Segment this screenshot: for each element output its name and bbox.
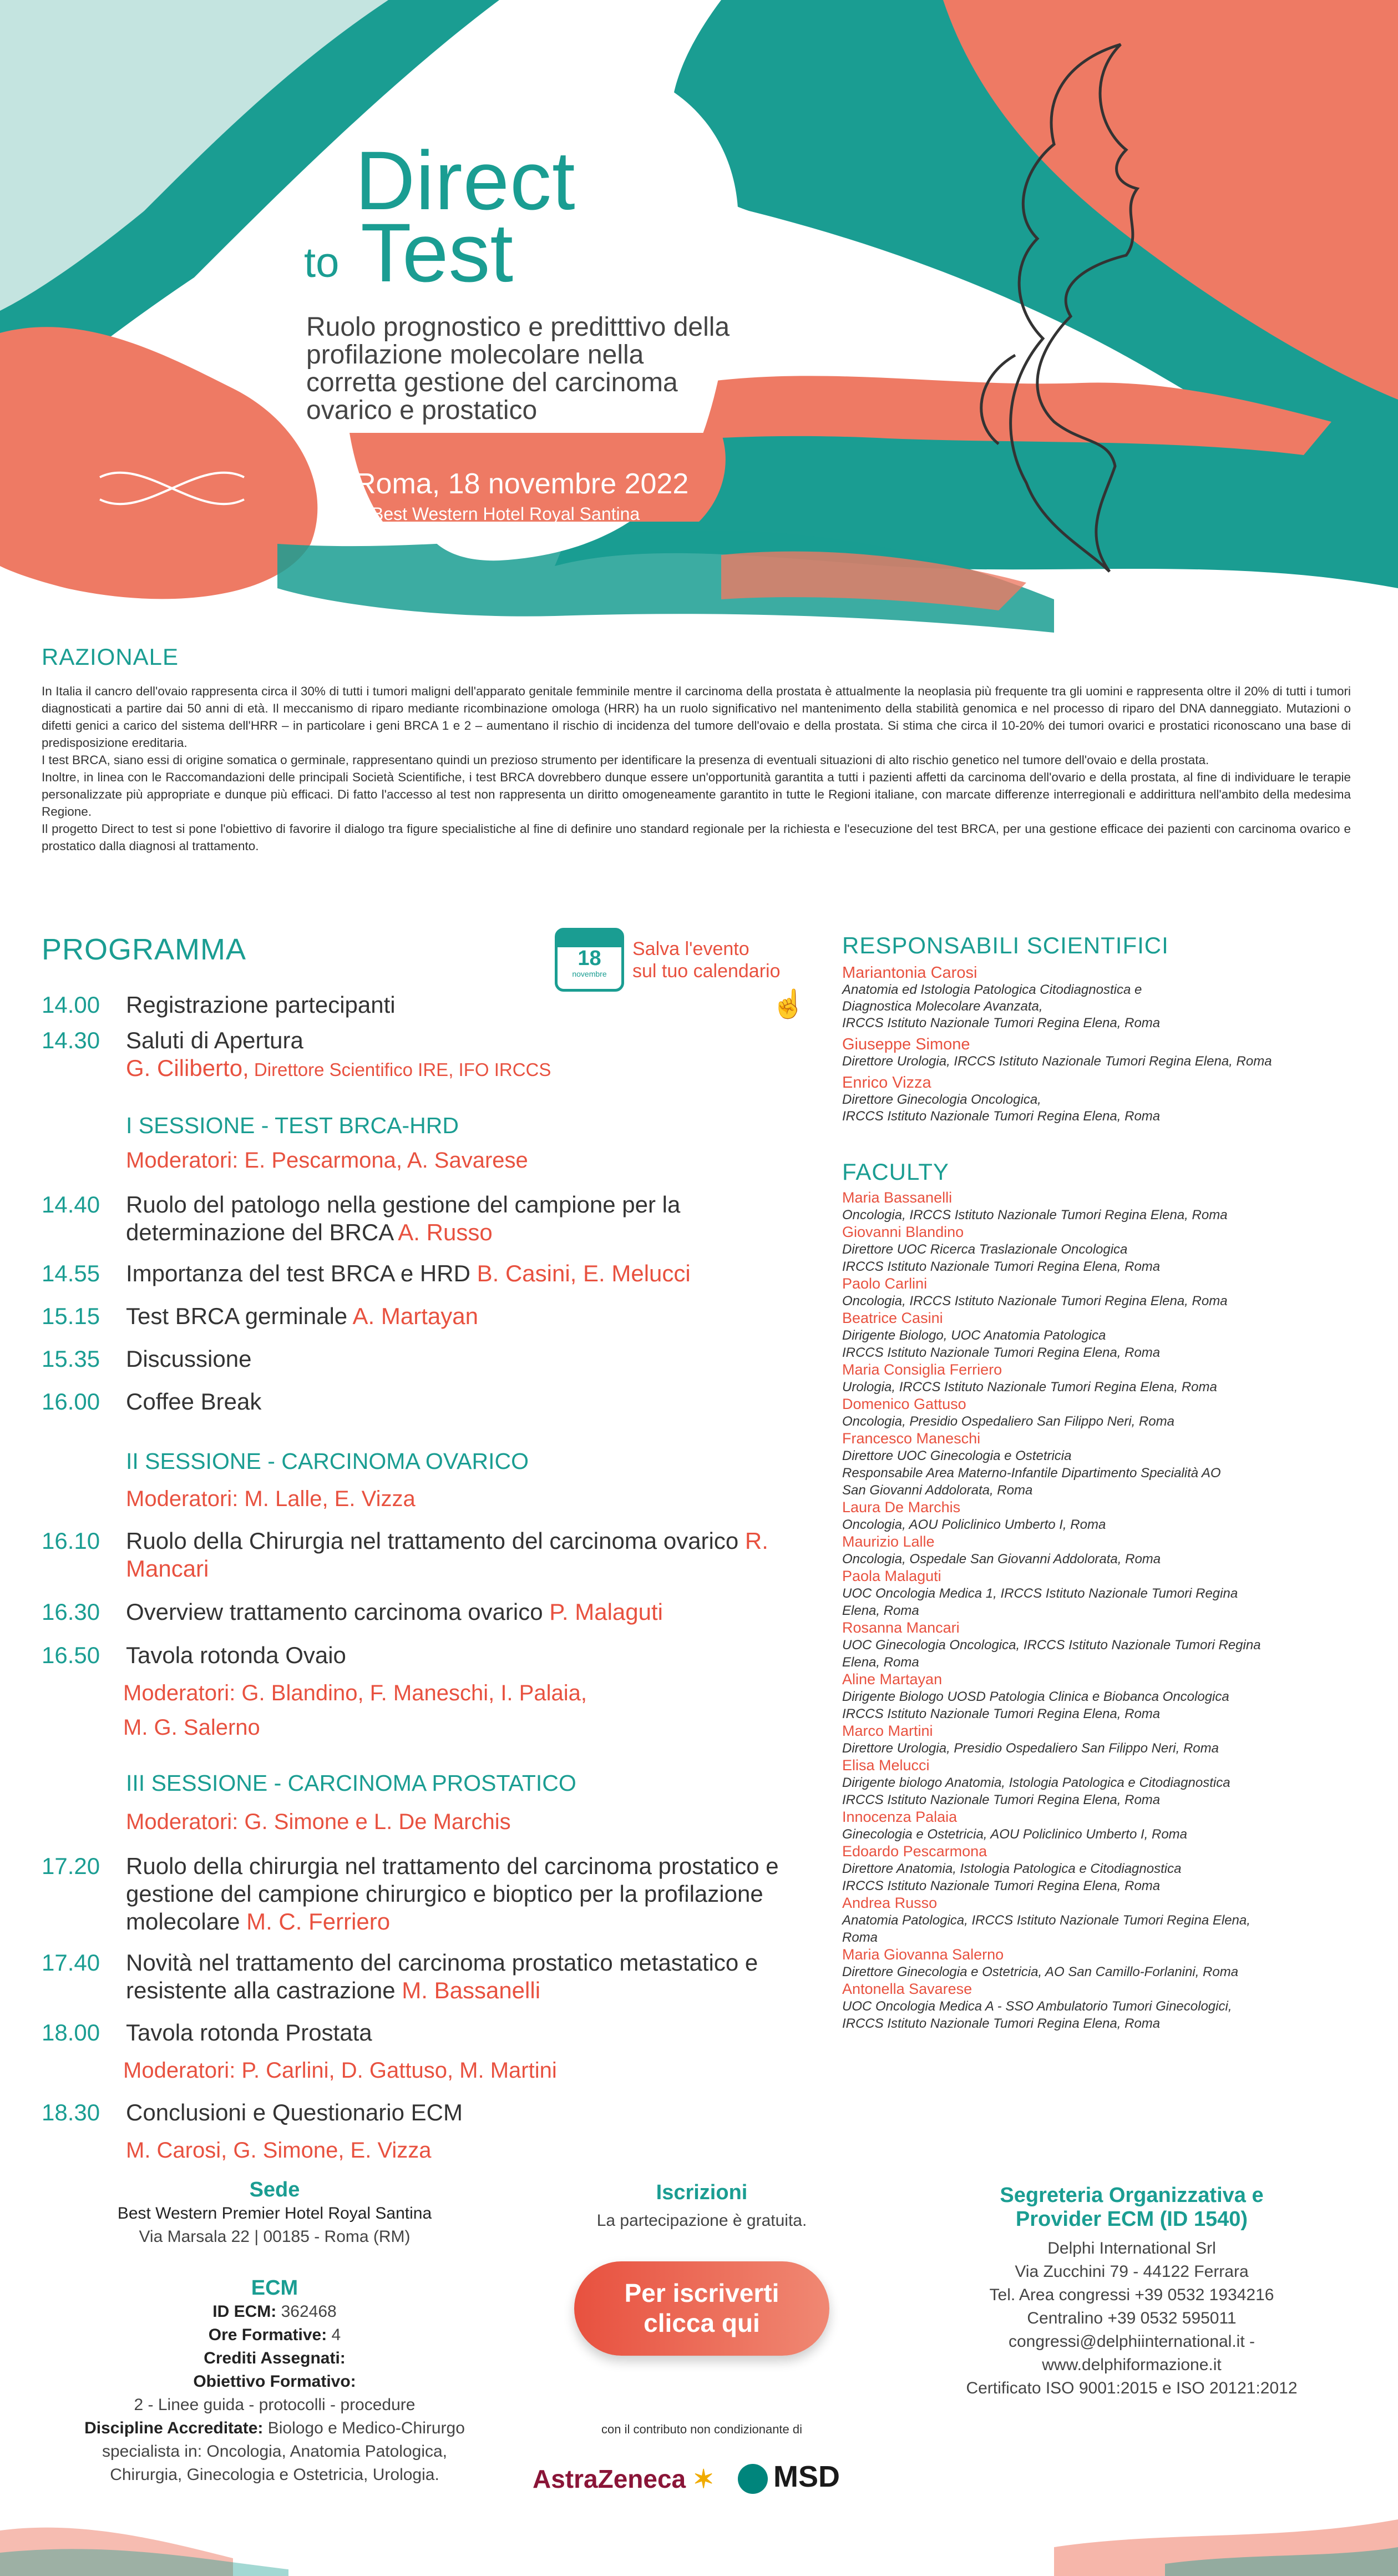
responsabili-list: [842, 964, 1375, 1125]
list-item: Rosanna Mancari UOC Ginecologia Oncologica, IRCCS Istituto Nazionale Tumori Regina Elena, Roma: [842, 1619, 1261, 1670]
msd-logo: MSD: [738, 2459, 840, 2494]
segreteria-block: Segreteria Organizzativa e Provider ECM (ID 1540) Delphi International Srl Via Zucchini 79 - 44122 Ferrara Tel. Area congressi +39 0532 1934216 Centralino +39 0532 595011 congressi@delphiinternational.it - www.delphiformazione.it Certificato ISO 9001:2015 e ISO 20121:2012: [893, 2184, 1370, 2400]
list-item: Marco Martini Direttore Urologia, Presidio Ospedaliero San Filippo Neri, Roma: [842, 1723, 1219, 1756]
list-item: Mariantonia Carosi Anatomia ed Istologia Patologica Citodiagnostica e Diagnostica Molecolare Avanzata, IRCCS Istituto Nazionale Tumori Regina Elena, Roma: [842, 964, 1161, 1031]
list-item: Domenico Gattuso Oncologia, Presidio Ospedaliero San Filippo Neri, Roma: [842, 1396, 1174, 1429]
list-item: Antonella Savarese UOC Oncologia Medica A - SSO Ambulatorio Tumori Ginecologici, IRCCS Istituto Nazionale Tumori Regina Elena, Roma: [842, 1981, 1232, 2031]
session-moderators: Moderatori: E. Pescarmona, A. Savarese: [126, 1148, 528, 1173]
calendar-text[interactable]: Salva l'evento sul tuo calendario: [632, 938, 781, 982]
footer-artwork: [0, 2497, 1398, 2576]
list-item: Maurizio Lalle Oncologia, Ospedale San Giovanni Addolorata, Roma: [842, 1533, 1161, 1567]
sponsor-note: con il contributo non condizionante di: [601, 2422, 803, 2436]
iscrizioni-heading: Iscrizioni: [656, 2181, 748, 2204]
session-title: I SESSIONE - TEST BRCA-HRD: [126, 1113, 459, 1138]
session-moderators: Moderatori: G. Simone e L. De Marchis: [126, 1810, 511, 1834]
razionale-heading: RAZIONALE: [42, 644, 179, 670]
faculty-list: [842, 1189, 1375, 2032]
list-item: Maria Bassanelli Oncologia, IRCCS Istituto Nazionale Tumori Regina Elena, Roma: [842, 1189, 1228, 1223]
title-to: to: [304, 239, 340, 286]
responsabili-heading: RESPONSABILI SCIENTIFICI: [842, 932, 1169, 958]
list-item: Francesco Maneschi Direttore UOC Ginecologia e Ostetricia Responsabile Area Materno-Infantile Dipartimento Specialità AO San Giovanni Addolorata, Roma: [842, 1430, 1221, 1498]
email-link[interactable]: congressi@delphiinternational.it -: [1008, 2332, 1255, 2351]
website-link[interactable]: www.delphiformazione.it: [1042, 2356, 1222, 2374]
ecm-block: ECM ID ECM: 362468 Ore Formative: 4 Crediti Assegnati: Obiettivo Formativo: 2 - Linee guida - protocolli - procedure Discipline Accreditate: Biologo e Medico-Chirurgo specialista in: Oncologia, Anatomia Patologica, Chirurgia, Ginecologia e Ostetricia, Urologia.: [42, 2276, 508, 2487]
faculty-heading: FACULTY: [842, 1159, 949, 1185]
register-button[interactable]: Per iscriverti clicca qui: [574, 2261, 829, 2356]
segreteria-heading: Segreteria Organizzativa e: [1000, 2184, 1264, 2207]
list-item: Giovanni Blandino Direttore UOC Ricerca Traslazionale Oncologica IRCCS Istituto Nazionale Tumori Regina Elena, Roma: [842, 1224, 1161, 1274]
closing-speakers: M. Carosi, G. Simone, E. Vizza: [126, 2138, 432, 2163]
list-item: Edoardo Pescarmona Direttore Anatomia, Istologia Patologica e Citodiagnostica IRCCS Istituto Nazionale Tumori Regina Elena, Roma: [842, 1843, 1182, 1893]
list-item: Maria Consiglia Ferriero Urologia, IRCCS Istituto Nazionale Tumori Regina Elena, Roma: [842, 1361, 1217, 1395]
list-item: Laura De Marchis Oncologia, AOU Policlinico Umberto I, Roma: [842, 1499, 1106, 1532]
iscrizioni-block: Iscrizioni La partecipazione è gratuita.: [533, 2181, 871, 2232]
pointer-hand-icon: ☝: [771, 988, 806, 1019]
razionale-text: In Italia il cancro dell'ovaio rappresenta circa il 30% di tutti i tumori maligni dell'apparato genitale femminile mentre il carcinoma della prostata è attualmente la neoplasia più frequente tra gli uomini e rappresenta oltre il 20% di tutti i tumori diagnosticati a partire dai 50 anni di età. Il meccanismo di riparo mediante ricombinazione omologa (HRR) ha un ruolo significativo nel mantenimento della stabilità genomica e nel processo di riparo del DNA danneggiato. Mutazioni o difetti genici a carico del sistema dell'HRR – in particolare i geni BRCA 1 e 2 – aumentano il rischio di incidenza del tumore dell'ovaio e della prostata. Si stima che circa il 10-20% dei tumori ovarici e prostatici riconoscano una base di predisposizione ereditaria. I test BRCA, siano essi di origine somatica o germinale, rappresentano quindi un prezioso strumento per identificare la presenza di eventuali situazioni di alto rischio genetico nel tumore dell'ovaio e della prostata. Inoltre, in linea con le Raccomandazioni delle principali Società Scientifiche, i test BRCA dovrebbero dunque essere un'opportunità garantita a tutti i pazienti affetti da carcinoma dell'ovario e della prostata, al fine di individuare le terapie personalizzate più appropriate e dunque più efficaci. Di fatto l'accesso al test non rappresenta un diritto omogeneamente garantito in tutte le Regioni italiane, con marcate differenze interregionali e addirittura nell'ambito della medesima Regione. Il progetto Direct to test si pone l'obiettivo di favorire il dialogo tra figure specialistiche al fine di definire uno standard regionale per la richiesta e l'esecuzione del test BRCA, per una gestione efficace dei pazienti con carcinoma ovarico e prostatico dalla diagnosi al trattamento.: [42, 684, 1351, 853]
title-test: Test: [361, 206, 514, 299]
astrazeneca-logo: AstraZeneca ✶: [533, 2464, 715, 2493]
subtitle: Ruolo prognostico e preditttivo della profilazione molecolare nella corretta gestione del carcinoma ovarico e prostatico: [306, 312, 730, 425]
list-item: Maria Giovanna Salerno Direttore Ginecologia e Ostetricia, AO San Camillo-Forlanini, Roma: [842, 1946, 1239, 1979]
roundtable-moderators: Moderatori: P. Carlini, D. Gattuso, M. Martini: [123, 2058, 557, 2083]
list-item: Enrico Vizza Direttore Ginecologia Oncologica, IRCCS Istituto Nazionale Tumori Regina Elena, Roma: [842, 1074, 1161, 1124]
event-venue: Best Western Hotel Royal Santina: [372, 504, 640, 524]
list-item: Innocenza Palaia Ginecologia e Ostetricia, AOU Policlinico Umberto I, Roma: [842, 1809, 1188, 1842]
list-item: Aline Martayan Dirigente Biologo UOSD Patologia Clinica e Biobanca Oncologica IRCCS Istituto Nazionale Tumori Regina Elena, Roma: [842, 1671, 1229, 1721]
list-item: Giuseppe Simone Direttore Urologia, IRCCS Istituto Nazionale Tumori Regina Elena, Roma: [842, 1036, 1272, 1069]
list-item: Paolo Carlini Oncologia, IRCCS Istituto Nazionale Tumori Regina Elena, Roma: [842, 1275, 1228, 1309]
session-title: III SESSIONE - CARCINOMA PROSTATICO: [126, 1770, 576, 1796]
list-item: Andrea Russo Anatomia Patologica, IRCCS Istituto Nazionale Tumori Regina Elena, Roma: [842, 1895, 1250, 1945]
programma-heading: PROGRAMMA: [42, 933, 247, 966]
list-item: Paola Malaguti UOC Oncologia Medica 1, IRCCS Istituto Nazionale Tumori Regina Elena, Roma: [842, 1568, 1238, 1618]
calendar-icon[interactable]: 18 novembre: [555, 928, 624, 992]
session-moderators: Moderatori: M. Lalle, E. Vizza: [126, 1487, 416, 1511]
title-direct: Direct: [355, 134, 576, 227]
list-item: Elisa Melucci Dirigente biologo Anatomia, Istologia Patologica e Citodiagnostica IRCCS Istituto Nazionale Tumori Regina Elena, Roma: [842, 1757, 1230, 1807]
ecm-heading: ECM: [251, 2276, 298, 2300]
roundtable-moderators: Moderatori: G. Blandino, F. Maneschi, I. Palaia, M. G. Salerno: [123, 1681, 587, 1740]
event-date: Roma, 18 novembre 2022: [355, 468, 689, 500]
sede-heading: Sede: [249, 2178, 300, 2201]
list-item: Beatrice Casini Dirigente Biologo, UOC Anatomia Patologica IRCCS Istituto Nazionale Tumori Regina Elena, Roma: [842, 1310, 1161, 1360]
session-title: II SESSIONE - CARCINOMA OVARICO: [126, 1448, 529, 1474]
sede-block: Sede Best Western Premier Hotel Royal Santina Via Marsala 22 | 00185 - Roma (RM): [42, 2178, 508, 2249]
